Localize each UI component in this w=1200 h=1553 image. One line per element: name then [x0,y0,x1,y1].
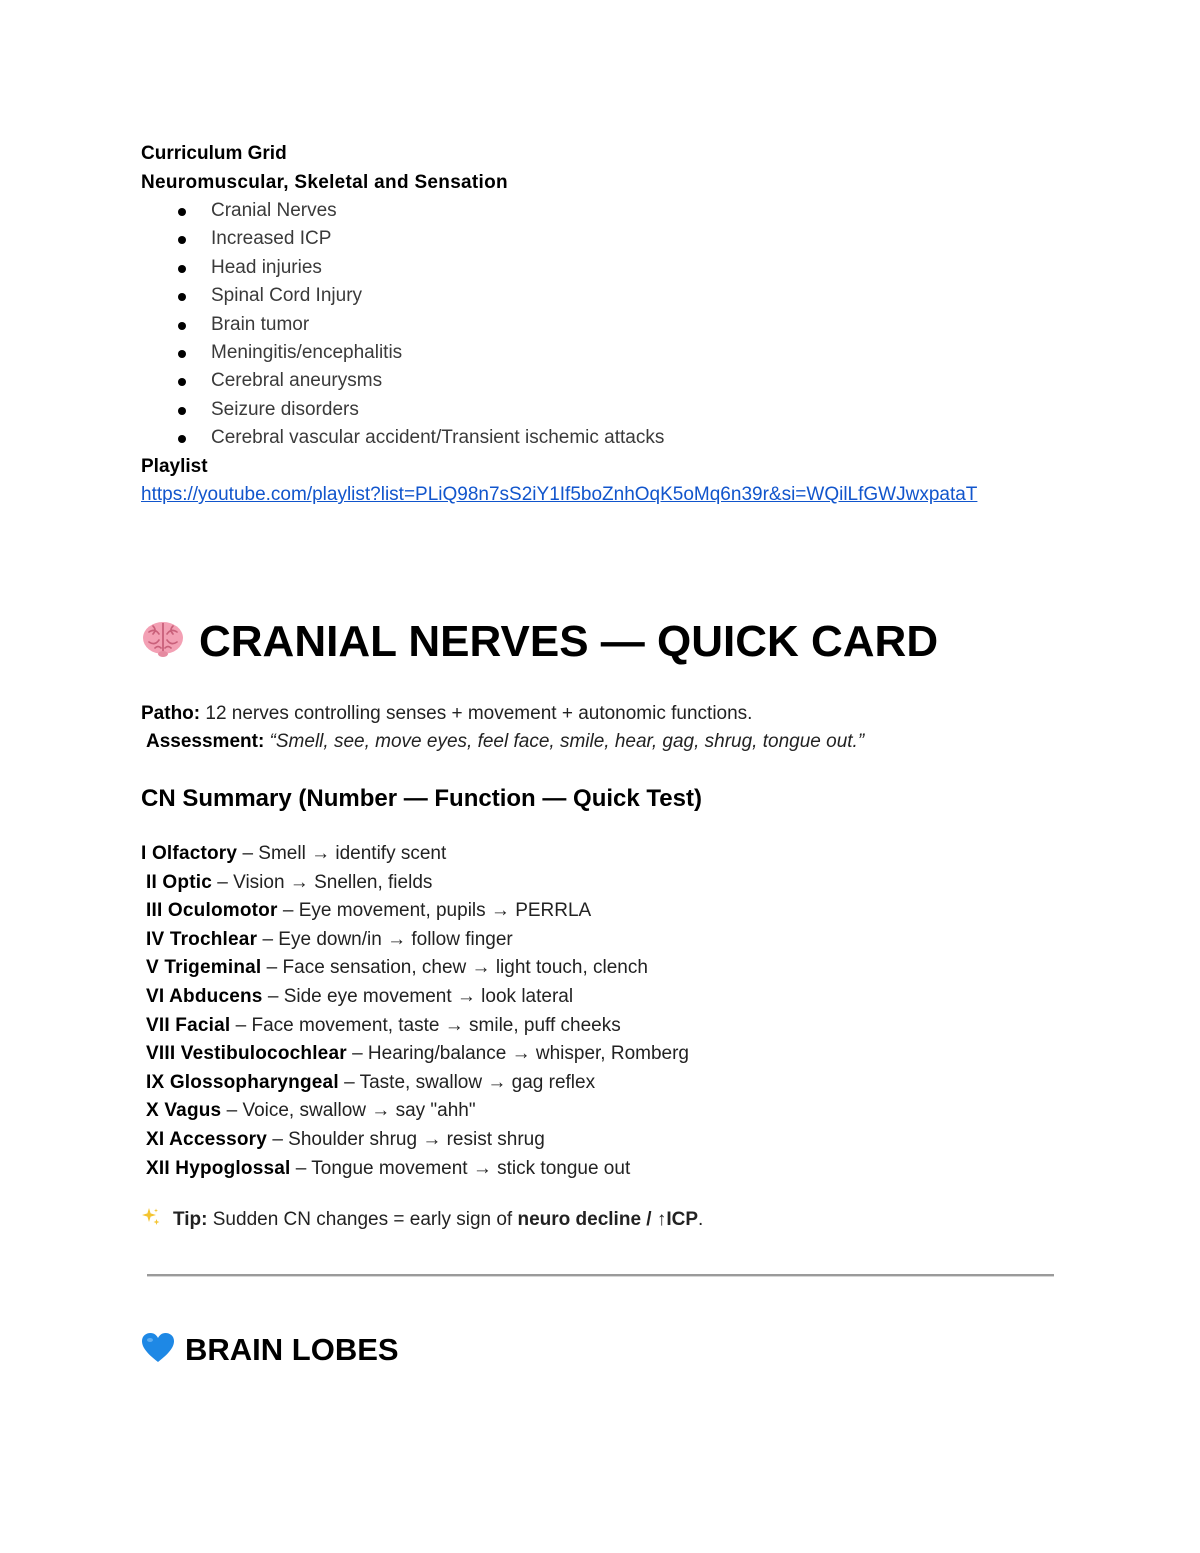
blue-heart-icon [141,1332,175,1364]
doc-title: Curriculum Grid [141,143,287,164]
list-item: Cranial Nerves [141,197,1056,225]
list-item: Increased ICP [141,225,1056,253]
list-item: X Vagus – Voice, swallow → say "ahh" [146,1100,476,1122]
list-item: Brain tumor [141,311,1056,339]
bullet-icon [178,265,186,273]
bullet-icon [178,378,186,386]
patho-text: 12 nerves controlling senses + movement + autonomic functions. [200,703,753,724]
list-item: V Trigeminal – Face sensation, chew → light touch, clench [146,957,648,979]
tip-emphasis: neuro decline / ↑ICP [517,1209,699,1230]
tip-end: . [698,1209,704,1230]
quick-card-heading: CRANIAL NERVES — QUICK CARD [141,612,938,672]
cn-list [141,840,689,1183]
bullet-icon [178,236,186,244]
list-item: Cerebral aneurysms [141,367,1056,395]
bullet-icon [178,435,186,443]
list-item: II Optic – Vision → Snellen, fields [146,871,433,893]
tip-label: Tip: [173,1209,208,1230]
list-item: Head injuries [141,254,1056,282]
brain-lobes-heading: BRAIN LOBES [141,1328,399,1372]
list-item: IV Trochlear – Eye down/in → follow finger [146,928,513,950]
playlist-link[interactable]: https://youtube.com/playlist?list=PLiQ98n7sS2iY1If5boZnhOqK5oMq6n39r&si=WQilLfGWJwxpataT [141,484,978,506]
patho-line [141,700,752,729]
doc-subtitle: Neuromuscular, Skeletal and Sensation [141,171,508,193]
cn-summary-heading: CN Summary (Number — Function — Quick Test) [141,785,702,812]
list-item: Cerebral vascular accident/Transient ischemic attacks [141,424,1056,452]
list-item: Spinal Cord Injury [141,282,1056,310]
document-page [141,140,1056,1367]
patho-label: Patho: [141,703,201,724]
assessment-line [146,728,864,757]
list-item: III Oculomotor – Eye movement, pupils → PERRLA [146,900,592,922]
list-item: VII Facial – Face movement, taste → smile, puff cheeks [146,1014,621,1036]
bullet-icon [178,293,186,301]
playlist-label: Playlist [141,455,208,477]
bullet-icon [178,322,186,330]
topic-list [141,197,1056,453]
horizontal-divider [147,1274,1054,1277]
list-item: Seizure disorders [141,396,1056,424]
list-item: I Olfactory – Smell → identify scent [141,843,447,864]
assessment-label: Assessment: [146,731,265,752]
tip-text: Sudden CN changes = early sign of [207,1209,518,1230]
list-item: IX Glossopharyngeal – Taste, swallow → gag reflex [146,1071,596,1093]
assessment-text: “Smell, see, move eyes, feel face, smile, hear, gag, shrug, tongue out.” [264,731,865,752]
bullet-icon [178,350,186,358]
bullet-icon [178,208,186,216]
brain-icon [141,618,185,658]
list-item: XI Accessory – Shoulder shrug → resist shrug [146,1128,545,1150]
list-item: XII Hypoglossal – Tongue movement → stick tongue out [146,1157,631,1179]
list-item: VI Abducens – Side eye movement → look lateral [146,985,574,1007]
bullet-icon [178,407,186,415]
list-item: VIII Vestibulocochlear – Hearing/balance → whisper, Romberg [146,1043,689,1065]
sparkle-icon [141,1207,161,1227]
list-item: Meningitis/encephalitis [141,339,1056,367]
tip-line [141,1205,703,1235]
